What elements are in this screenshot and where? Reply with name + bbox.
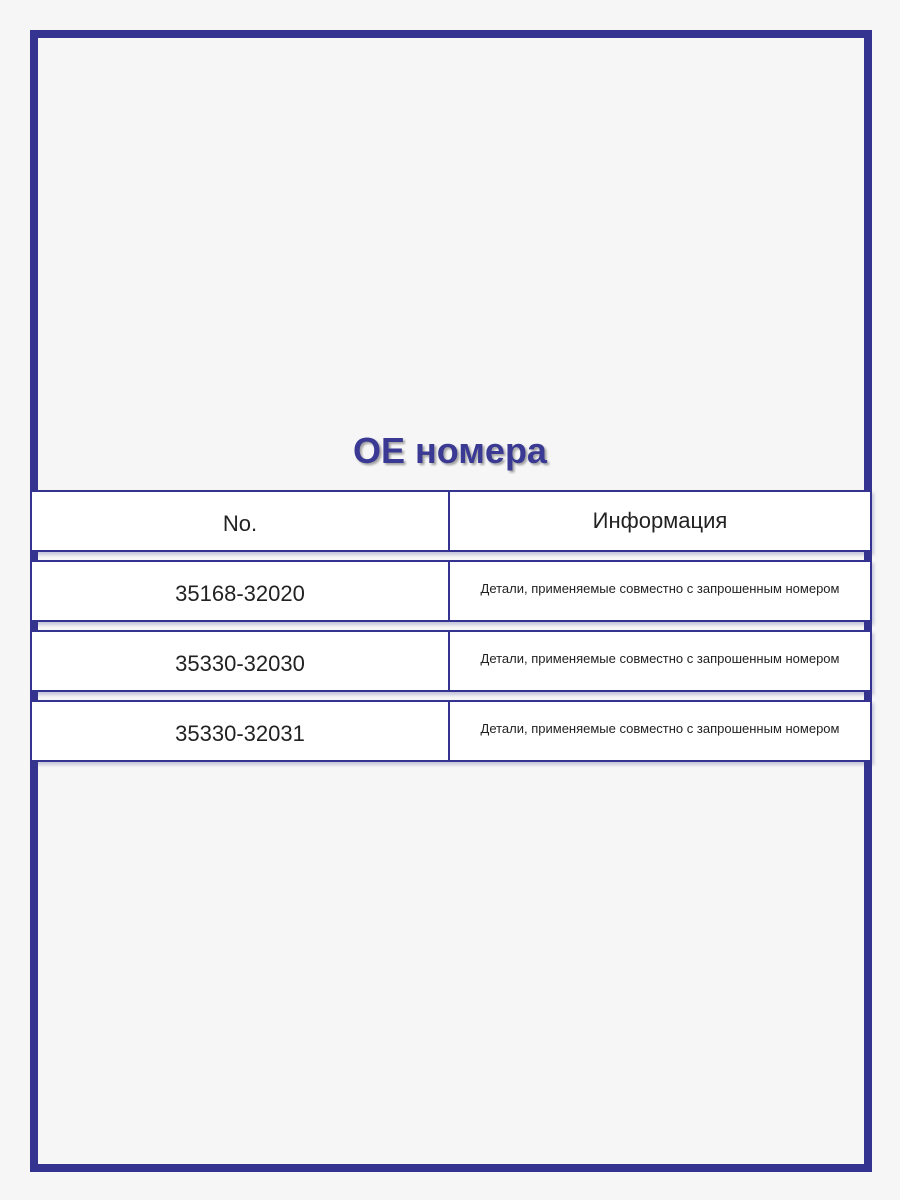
table-row xyxy=(30,560,872,622)
oe-number: 35330-32031 xyxy=(32,702,450,760)
oe-info: Детали, применяемые совместно с запрошенным номером xyxy=(480,650,840,666)
column-header-no: No. xyxy=(32,492,450,550)
table-header-row xyxy=(30,490,872,552)
table-row xyxy=(30,630,872,692)
oe-info: Детали, применяемые совместно с запрошенным номером xyxy=(480,580,840,596)
page-title: OE номера xyxy=(353,430,547,471)
oe-number: 35330-32030 xyxy=(32,632,450,690)
oe-number: 35168-32020 xyxy=(32,562,450,620)
oe-info: Детали, применяемые совместно с запрошенным номером xyxy=(480,720,840,736)
column-header-info: Информация xyxy=(592,508,728,533)
table-row xyxy=(30,700,872,762)
